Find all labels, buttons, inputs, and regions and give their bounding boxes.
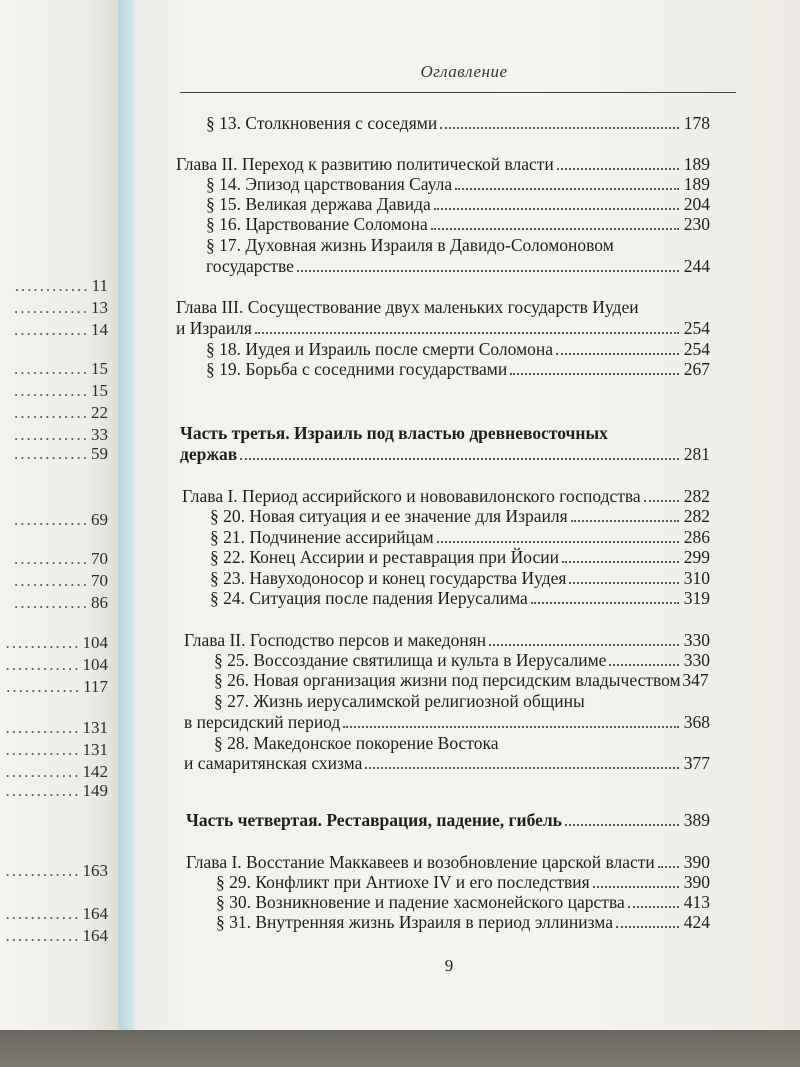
toc-entry: § 19. Борьба с соседними государствами 267 xyxy=(206,359,710,379)
left-page-line: ............ 163 xyxy=(5,861,108,880)
left-page-line: ............ 13 xyxy=(14,298,108,317)
toc-entry: § 29. Конфликт при Антиохе IV и его последствия 390 xyxy=(216,872,710,892)
running-header: Оглавление xyxy=(420,62,508,81)
left-page-line: ............ 15 xyxy=(14,359,108,378)
table-of-contents xyxy=(134,0,800,1030)
left-page-line: ............ 117 xyxy=(6,677,108,696)
toc-entry: § 14. Эпизод царствования Саула 189 xyxy=(206,174,710,194)
toc-chapter: Глава II. Господство персов и македонян 330 xyxy=(184,630,710,650)
right-page xyxy=(134,0,800,1030)
toc-entry: § 18. Иудея и Израиль после смерти Соломона 254 xyxy=(206,339,710,359)
left-page-line: ............ 104 xyxy=(5,655,108,674)
toc-chapter: Глава I. Восстание Маккавеев и возобновление царской власти 390 xyxy=(186,852,710,872)
left-page-line: ............ 59 xyxy=(14,444,108,463)
toc-entry-line: § 27. Жизнь иерусалимской религиозной общины xyxy=(214,691,585,711)
left-page-line: ............ 164 xyxy=(5,926,108,945)
toc-part: держав 281 xyxy=(180,444,710,464)
toc-entry: § 23. Навуходоносор и конец государства Иудея 310 xyxy=(210,568,710,588)
toc-entry: § 21. Подчинение ассирийцам 286 xyxy=(210,527,710,547)
left-page-line: ............ 14 xyxy=(14,320,108,339)
toc-entry: § 22. Конец Ассирии и реставрация при Йосии 299 xyxy=(210,547,710,567)
left-page-line: ............ 69 xyxy=(14,510,108,529)
left-page-line: ............ 70 xyxy=(14,571,108,590)
left-page-line: ............ 131 xyxy=(5,740,108,759)
toc-entry: § 26. Новая организация жизни под персидским владычеством 347 xyxy=(214,670,709,690)
toc-chapter: и Израиля 254 xyxy=(176,318,710,338)
toc-entry: в персидский период 368 xyxy=(184,712,710,732)
toc-part-line: Часть третья. Израиль под властью древневосточных xyxy=(180,423,608,443)
left-page-line: ............ 142 xyxy=(5,762,108,781)
left-page-line: ............ 11 xyxy=(14,276,108,295)
toc-entry: § 31. Внутренняя жизнь Израиля в период эллинизма 424 xyxy=(216,912,710,932)
left-page-line: ............ 33 xyxy=(14,425,108,444)
toc-entry: и самаритянская схизма 377 xyxy=(184,753,710,773)
left-page-line: ............ 70 xyxy=(14,549,108,568)
left-page-line: ............ 164 xyxy=(5,904,108,923)
left-page-line: ............ 15 xyxy=(14,381,108,400)
table-surface-bottom xyxy=(0,1030,800,1067)
toc-entry: государстве 244 xyxy=(206,256,710,276)
toc-entry: § 16. Царствование Соломона 230 xyxy=(206,214,710,234)
left-page-line: ............ 131 xyxy=(5,718,108,737)
toc-entry-line: § 17. Духовная жизнь Израиля в Давидо-Соломоновом xyxy=(206,235,614,255)
page-number: 9 xyxy=(444,956,454,975)
left-page xyxy=(0,0,122,1040)
toc-chapter-line: Глава III. Сосуществование двух маленьких государств Иудеи xyxy=(176,297,639,317)
toc-chapter: Глава I. Период ассирийского и нововавилонского господства 282 xyxy=(182,486,710,506)
toc-entry: § 15. Великая держава Давида 204 xyxy=(206,194,710,214)
toc-chapter: Глава II. Переход к развитию политической власти 189 xyxy=(176,154,710,174)
toc-entry: § 13. Столкновения с соседями 178 xyxy=(206,113,710,133)
toc-entry: § 24. Ситуация после падения Иерусалима 319 xyxy=(210,588,710,608)
toc-entry: § 25. Воссоздание святилища и культа в Иерусалиме 330 xyxy=(214,650,710,670)
toc-part: Часть четвертая. Реставрация, падение, гибель 389 xyxy=(186,810,710,830)
left-page-line: ............ 104 xyxy=(5,633,108,652)
left-page-line: ............ 149 xyxy=(5,781,108,800)
left-page-line: ............ 86 xyxy=(14,593,108,612)
toc-entry: § 30. Возникновение и падение хасмонейского царства 413 xyxy=(216,892,710,912)
toc-entry: § 20. Новая ситуация и ее значение для Израиля 282 xyxy=(210,506,710,526)
toc-entry-line: § 28. Македонское покорение Востока xyxy=(214,733,499,753)
left-page-line: ............ 22 xyxy=(14,403,108,422)
